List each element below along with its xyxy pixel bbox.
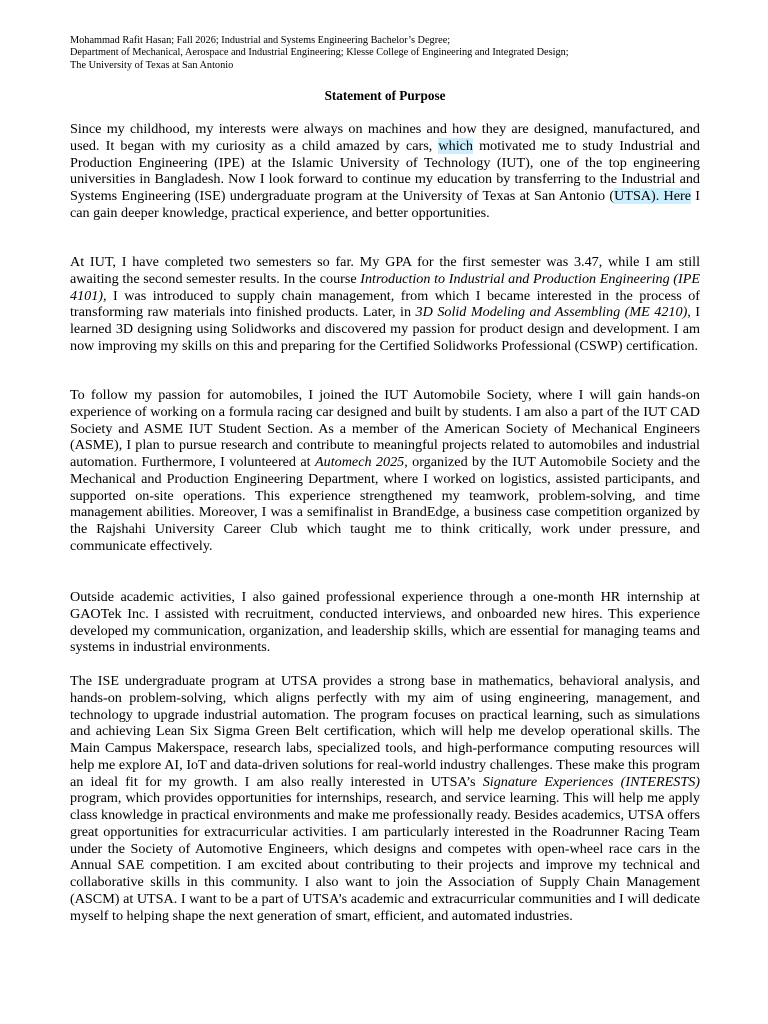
paragraph-introduction: Since my childhood, my interests were always on machines and how they are designed, manufactured, and used. It began with my curiosity as a child amazed by cars, which motivated me to study Industrial and Production Engineering (IPE) at the Islamic University of Technology (IUT), one of the top engineering universities in Bangladesh. Now I look forward to continue my education by transferring to the Industrial and Systems Engineering (ISE) undergraduate program at the University of Texas at San Antonio (UTSA). Here I can gain deeper knowledge, practical experience, and better opportunities.: [70, 121, 700, 221]
header-line-university: The University of Texas at San Antonio: [70, 59, 234, 71]
header-line-author: Mohammad Rafit Hasan; Fall 2026; Industrial and Systems Engineering Bachelor’s Degree;: [70, 35, 451, 46]
paragraph-extracurricular: To follow my passion for automobiles, I joined the IUT Automobile Society, where I will gain hands-on experience of working on a formula racing car designed and built by students. I am also a part of the IUT CAD Society and ASME IUT Student Section. As a member of the American Society of Mechanical Engineers (ASME), I plan to pursue research and contribute to meaningful projects related to automobiles and industrial automation. Furthermore, I volunteered at Automech 2025, organized by the IUT Automobile Society and the Mechanical and Production Engineering Department, where I worked on logistics, assisted participants, and supported on-site operations. This experience strengthened my teamwork, problem-solving, and time management abilities. Moreover, I was a semifinalist in BrandEdge, a business case competition organized by the Rajshahi University Career Club which taught me to think critically, work under pressure, and communicate effectively.: [70, 387, 700, 554]
text-highlight: UTSA). Here: [614, 188, 692, 204]
header-line-department: Department of Mechanical, Aerospace and Industrial Engineering; Klesse College of Engineering and Integrated Design;: [70, 47, 569, 59]
paragraph-academics: At IUT, I have completed two semesters so far. My GPA for the first semester was 3.47, while I am still awaiting the second semester results. In the course Introduction to Industrial and Production Engineering (IPE 4101), I was introduced to supply chain management, from which I became interested in the process of transforming raw materials into finished products. Later, in 3D Solid Modeling and Assembling (ME 4210), I learned 3D designing using Solidworks and discovered my passion for product design and development. I am now improving my skills on this and preparing for the Certified Solidworks Professional (CSWP) certification.: [70, 254, 701, 354]
event-name: Automech 2025: [315, 454, 405, 470]
document-header: [70, 35, 710, 72]
course-name: Introduction to Industrial and Production Engineering (IPE 4101): [70, 270, 701, 304]
program-name: Signature Experiences (INTERESTS): [482, 773, 700, 790]
paragraph-program-fit: The ISE undergraduate program at UTSA provides a strong base in mathematics, behavioral analysis, and hands-on problem-solving, which aligns perfectly with my aim of using engineering, management, and technology to upgrade industrial automation. The program focuses on practical learning, such as simulations and achieving Lean Six Sigma Green Belt certification, which will help me develop operational skills. The Main Campus Makerspace, research labs, specialized tools, and high-performance computing resources will help me explore AI, IoT and data-driven solutions for real-world industry challenges. These make this program an ideal fit for my growth. I am also really interested in UTSA’s Signature Experiences (INTERESTS) program, which provides opportunities for internships, research, and service learning. This will help me apply class knowledge in practical environments and make me professionally ready. Besides academics, UTSA offers great opportunities for extracurricular activities. I am particularly interested in the Roadrunner Racing Team under the Society of Automotive Engineers, which designs and competes with open-wheel race cars in the Annual SAE competition. I am excited about contributing to their projects and improve my technical and collaborative skills in this community. I also want to join the Association of Supply Chain Management (ASCM) at UTSA. I want to be a part of UTSA’s academic and extracurricular communities and I will dedicate myself to helping shape the next generation of smart, efficient, and automated industries.: [70, 673, 700, 924]
text-highlight: which: [438, 137, 473, 154]
paragraph-internship: Outside academic activities, I also gained professional experience through a one-month HR internship at GAOTek Inc. I assisted with recruitment, conducted interviews, and onboarded new hires. This experience developed my communication, organization, and leadership skills, which are essential for managing teams and systems in industrial environments.: [70, 589, 700, 656]
course-name: 3D Solid Modeling and Assembling (ME 4210),: [415, 304, 691, 321]
document-title: Statement of Purpose: [324, 88, 446, 103]
